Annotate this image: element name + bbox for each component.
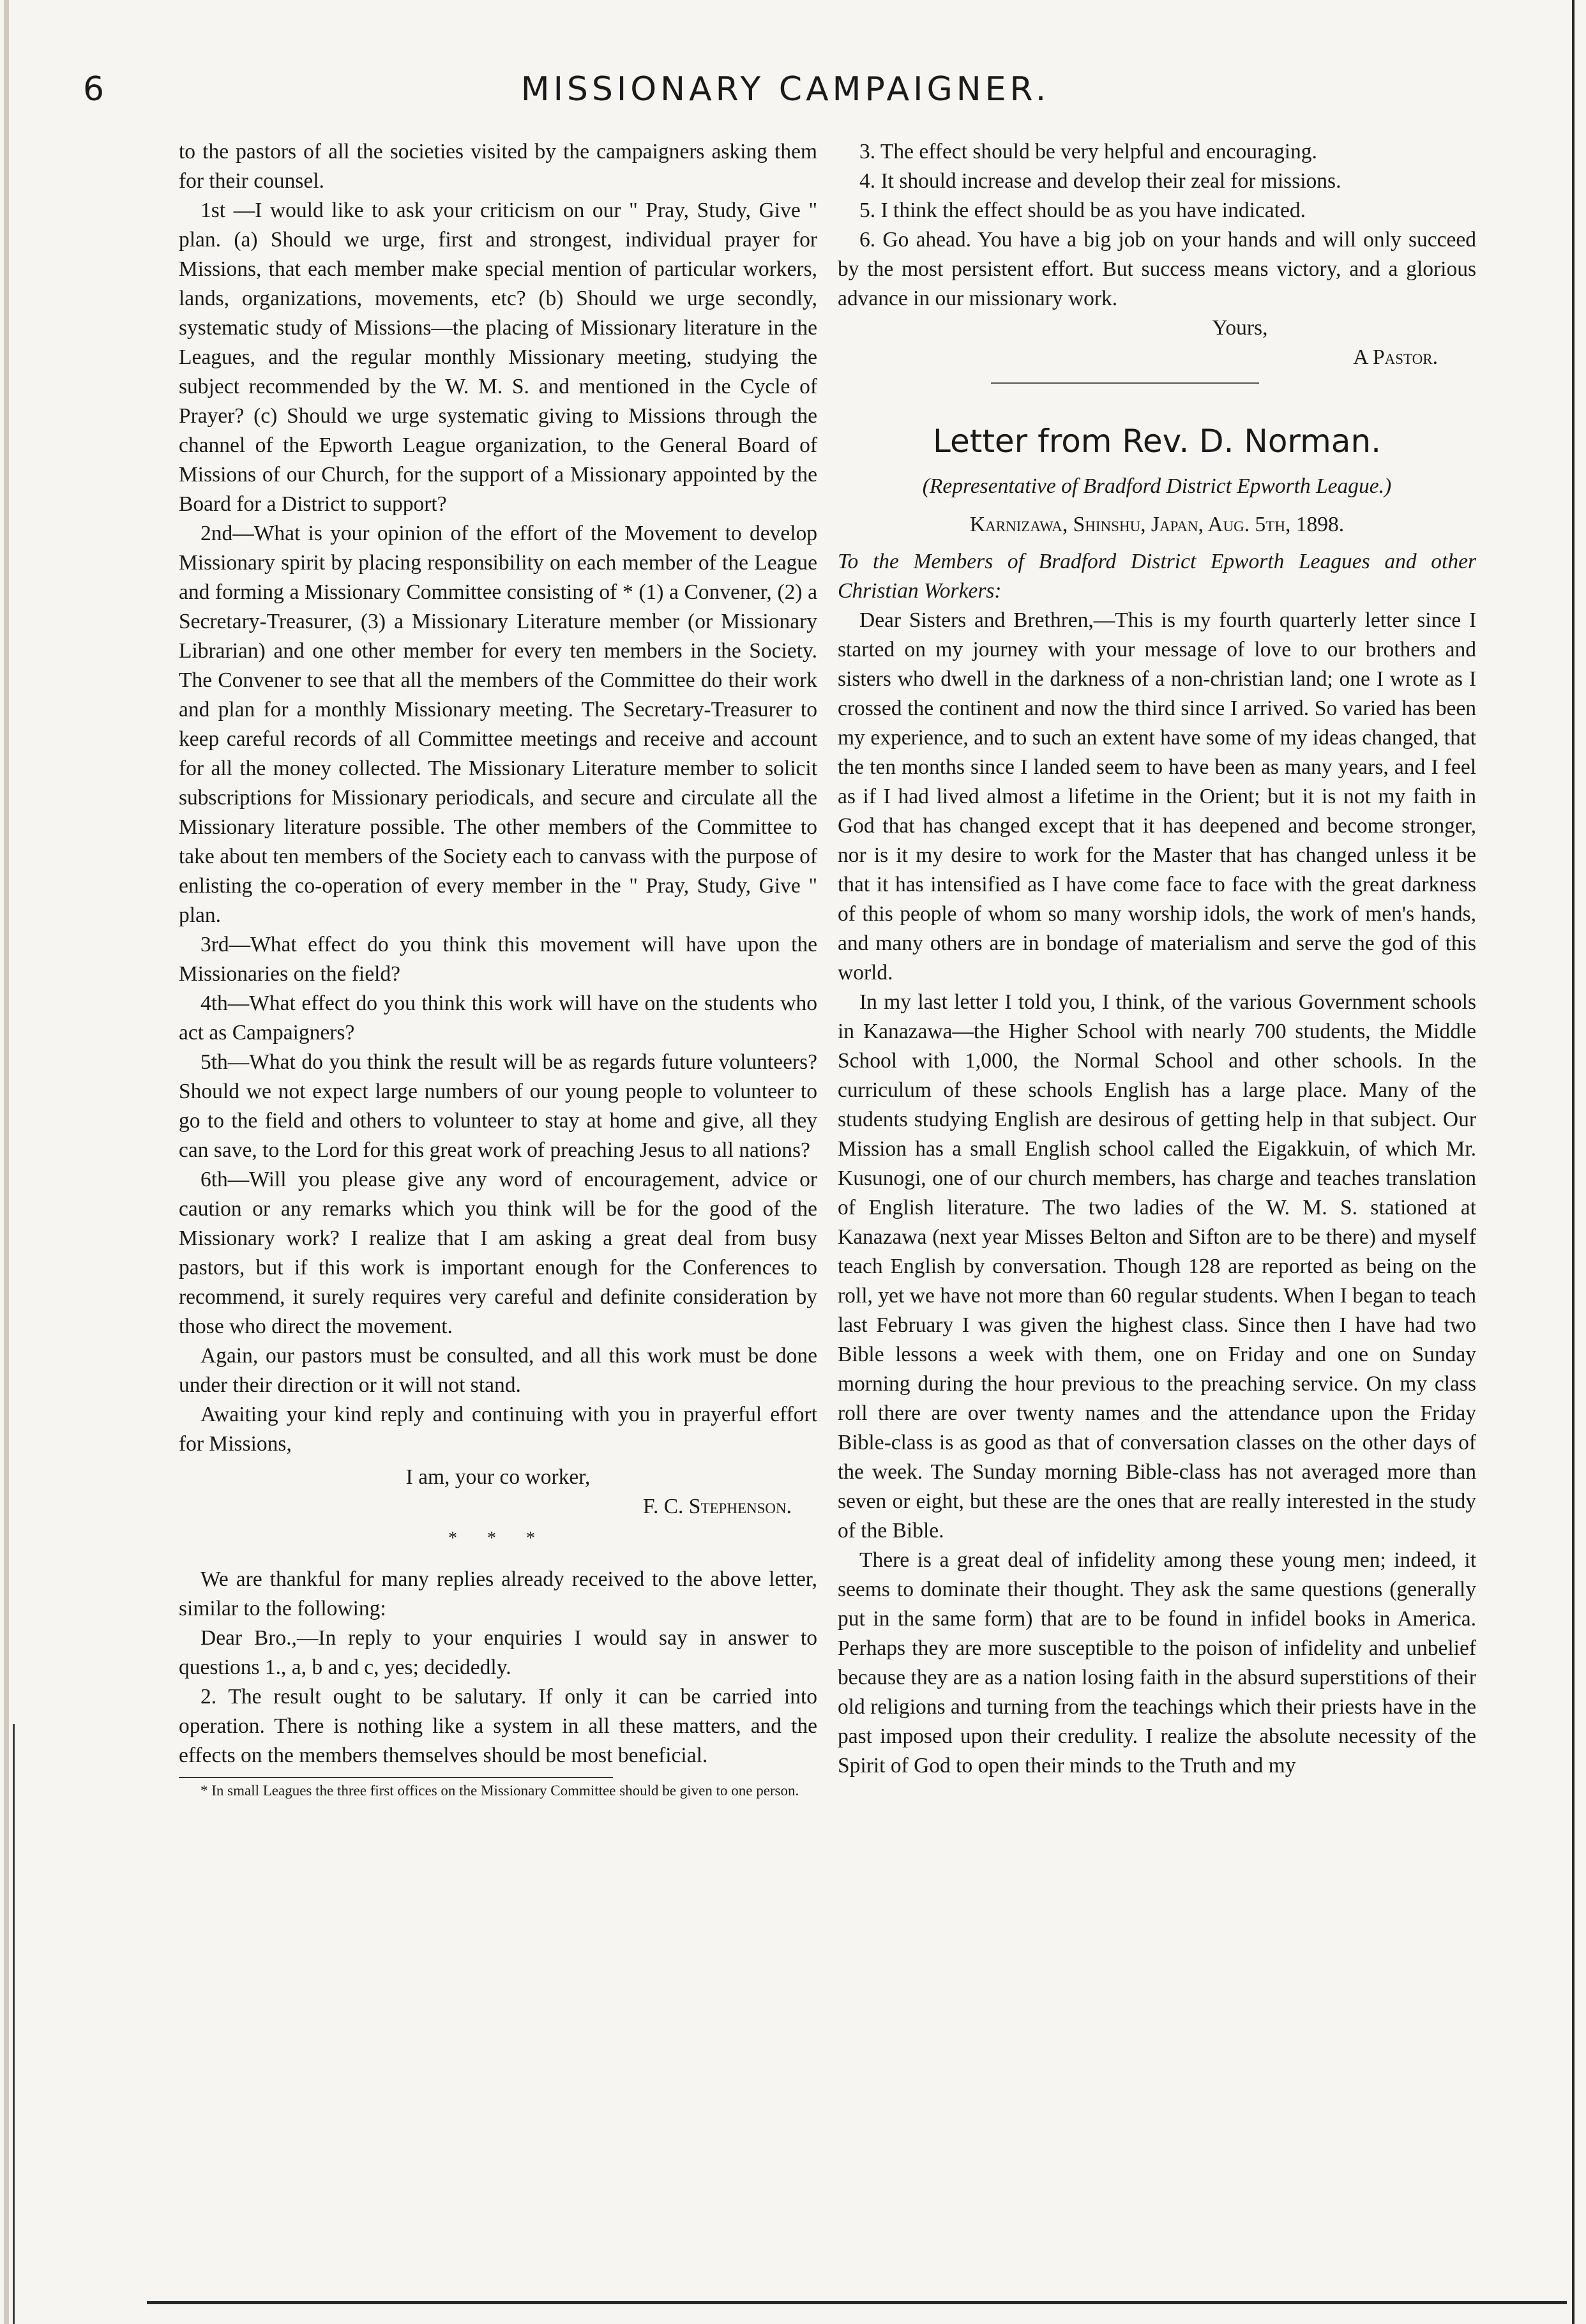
reply-paragraph: Dear Bro.,—In reply to your enquiries I would say in answer to questions 1., a, b and c, yes; decidedly.: [179, 1626, 817, 1679]
letter-paragraph: There is a great deal of infidelity among these young men; indeed, it seems to dominate their thought. They ask the same questions (generally put in the same form) that are to be found in infidel books in America. Perhaps they are more susceptible to the poison of infidelity and unbelief because they are as a nation losing faith in the absurd superstitions of their old religions and turning from the teachings which their priests have in the past imposed upon their credulity. I realize the absolute necessity of the Spirit of God to open their minds to the Truth and my: [838, 1548, 1476, 1777]
salutation: To the Members of Bradford District Epworth Leagues and other Christian Workers:: [838, 550, 1476, 603]
page-number: 6: [83, 70, 105, 109]
page-header: [83, 70, 1488, 115]
right-column: [838, 137, 1476, 1781]
letter-paragraph: Dear Sisters and Brethren,—This is my fourth quarterly letter since I started on my journey with your message of love to our brothers and sisters who dwell in the darkness of a non-christian land; one I wrote as I crossed the continent and now the third since I arrived. So varied has been my experience, and to such an extent have some of my ideas changed, that the ten months since I landed seem to have been as many years, and I feel as if I had lived almost a lifetime in the Orient; but it is not my faith in God that has changed except that it has deepened and become stronger, nor is it my desire to work for the Master that has changed unless it be that it has intensified as I have come face to face with the great darkness of this people of whom so many worship idols, the work of men's hands, and many others are in bondage of materialism and serve the god of this world.: [838, 608, 1476, 985]
closing-line: I am, your co worker,: [405, 1465, 591, 1489]
paragraph: Awaiting your kind reply and continuing with you in prayerful effort for Missions,: [179, 1403, 817, 1456]
reply-paragraph: 3. The effect should be very helpful and encouraging.: [859, 140, 1317, 163]
paragraph: We are thankful for many replies already received to the above letter, similar to the following:: [179, 1567, 817, 1620]
question-5: 5th—What do you think the result will be as regards future volunteers? Should we not expect large numbers of our young people to volunteer to go to the field and others to volunteer to stay at home and give, all they can save, to the Lord for this great work of preaching Jesus to all nations?: [179, 1050, 817, 1162]
letter-paragraph: In my last letter I told you, I think, of the various Government schools in Kanazawa—the Higher School with nearly 700 students, the Middle School with 1,000, the Normal School and other schools. In the curriculum of these schools English has a large place. Many of the students studying English are desirous of getting help in that subject. Our Mission has a small English school called the Eigakkuin, of which Mr. Kusunogi, one of our church members, has charge and teaches translation of English literature. The two ladies of the W. M. S. stationed at Kanazawa (next year Misses Belton and Sifton are to be there) and myself teach English by conversation. Though 128 are reported as being on the roll, yet we have not more than 60 regular students. When I began to teach last February I was given the highest class. Since then I have had two Bible lessons a week with them, one on Friday and one on Sunday morning during the hour previous to the preaching service. On my class roll there are over twenty names and the attendance upon the Friday Bible-class is as good as that of conversation classes on the other days of the week. The Sunday morning Bible-class has not averaged more than seven or eight, but these are the ones that are really interested in the study of the Bible.: [838, 990, 1476, 1543]
right-margin-line: [1572, 0, 1575, 2324]
paragraph: Again, our pastors must be consulted, and all this work must be done under their direction or it will not stand.: [179, 1344, 817, 1397]
masthead: MISSIONARY CAMPAIGNER.: [520, 70, 1050, 109]
footnote-divider: [179, 1777, 613, 1778]
question-6: 6th—Will you please give any word of encouragement, advice or caution or any remarks which you think will be for the good of the Missionary work? I realize that I am asking a great deal from busy pastors, but if this work is important enough for the Conferences to recommend, it surely requires very careful and definite consideration by those who direct the movement.: [179, 1168, 817, 1338]
reply-paragraph: 5. I think the effect should be as you have indicated.: [859, 199, 1306, 222]
left-margin-shadow: [4, 0, 9, 2324]
signature: F. C. Stephenson.: [643, 1495, 792, 1518]
closing-line: Yours,: [1212, 316, 1268, 340]
question-3: 3rd—What effect do you think this movement will have upon the Missionaries on the field?: [179, 933, 817, 986]
reply-paragraph: 6. Go ahead. You have a big job on your hands and will only succeed by the most persistent effort. But success means victory, and a glorious advance in our missionary work.: [838, 228, 1476, 310]
section-ornament: * * *: [448, 1528, 548, 1548]
bottom-margin-line: [147, 2301, 1567, 2304]
question-1: 1st —I would like to ask your criticism on our " Pray, Study, Give " plan. (a) Should we urge, first and strongest, individual prayer for Missions, that each member make special mention of particular workers, lands, organizations, movements, etc? (b) Should we urge secondly, systematic study of Missions—the placing of Missionary literature in the Leagues, and the regular monthly Missionary meeting, studying the subject recommended by the W. M. S. and mentioned in the Cycle of Prayer? (c) Should we urge systematic giving to Missions through the channel of the Epworth League organization, to the General Board of Missions of our Church, for the support of a Missionary appointed by the Board for a District to support?: [179, 199, 817, 516]
question-4: 4th—What effect do you think this work will have on the students who act as Campaigners?: [179, 992, 817, 1045]
dateline: Karnizawa, Shinshu, Japan, Aug. 5th, 1898.: [969, 513, 1345, 536]
article-title: Letter from Rev. D. Norman.: [932, 423, 1382, 460]
paragraph: to the pastors of all the societies visited by the campaigners asking them for their counsel.: [179, 140, 817, 193]
section-divider: [991, 382, 1259, 384]
left-column: [179, 137, 817, 1800]
question-2: 2nd—What is your opinion of the effort of the Movement to develop Missionary spirit by placing responsibility on each member of the League and forming a Missionary Committee consisting of * (1) a Convener, (2) a Secretary-Treasurer, (3) a Missionary Literature member (or Missionary Librarian) and one other member for every ten members in the Society. The Convener to see that all the members of the Committee do their work and plan for a monthly Missionary meeting. The Secretary-Treasurer to keep careful records of all Committee meetings and receive and account for all the money collected. The Missionary Literature member to solicit subscriptions for Missionary periodicals, and secure and circulate all the Missionary literature possible. The other members of the Committee to take about ten members of the Society each to canvass with the purpose of enlisting the co-operation of every member in the " Pray, Study, Give " plan.: [179, 522, 817, 927]
article-subtitle: (Representative of Bradford District Epworth League.): [922, 474, 1392, 498]
signature: A Pastor.: [1353, 345, 1438, 369]
footnote: * In small Leagues the three first offices on the Missionary Committee should be given to one person.: [200, 1783, 799, 1799]
left-margin-line: [13, 1724, 15, 2324]
reply-paragraph: 4. It should increase and develop their zeal for missions.: [859, 169, 1341, 193]
reply-paragraph: 2. The result ought to be salutary. If only it can be carried into operation. There is nothing like a system in all these matters, and the effects on the members themselves should be most beneficial.: [179, 1685, 817, 1767]
